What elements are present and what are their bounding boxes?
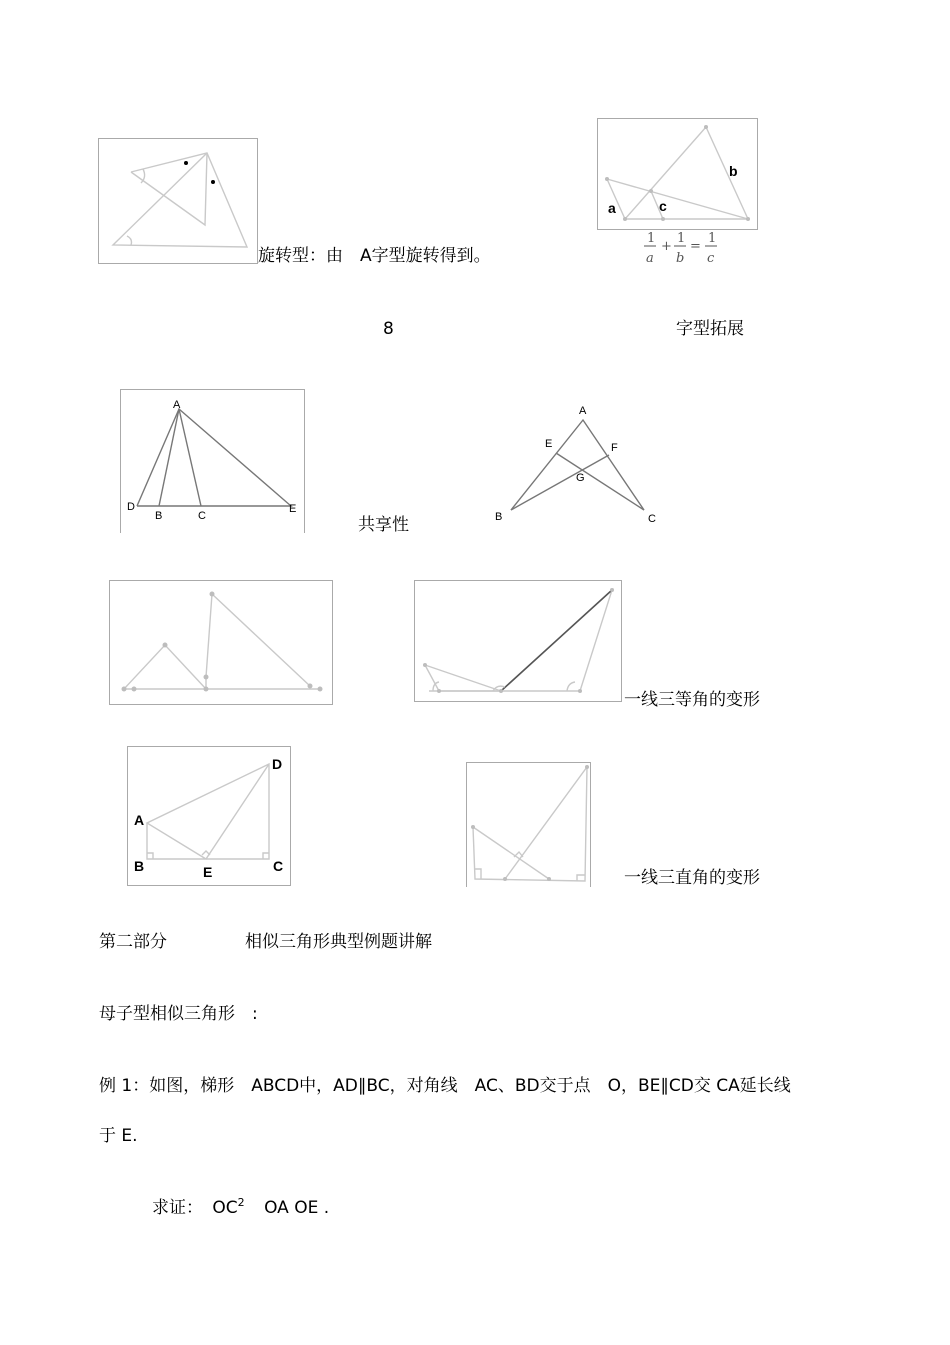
label-E: E bbox=[289, 503, 297, 515]
figure-abc bbox=[597, 118, 758, 230]
rotation-caption: 旋转型：由 A字型旋转得到。 bbox=[258, 246, 491, 266]
figure-aefgbc bbox=[490, 400, 665, 530]
figure-adbce-svg bbox=[121, 390, 304, 533]
proof-exponent: 2 bbox=[237, 1196, 245, 1209]
label-D: D bbox=[127, 501, 135, 513]
label-A: A bbox=[579, 405, 587, 417]
formula-num-3: 1 bbox=[708, 231, 717, 246]
figure-equal-angles-2-svg bbox=[415, 581, 621, 701]
figure-rotation bbox=[98, 138, 258, 264]
label-E: E bbox=[203, 864, 213, 880]
label-E: E bbox=[545, 438, 553, 450]
proof-rest: OA OE . bbox=[264, 1198, 330, 1218]
formula-svg bbox=[640, 229, 730, 269]
caption-equal-angles: 一线三等角的变形 bbox=[624, 690, 760, 710]
example1-line2: 于 E. bbox=[99, 1126, 138, 1146]
formula-num-2: 1 bbox=[677, 231, 686, 246]
label-F: F bbox=[611, 442, 618, 454]
figure-adbce bbox=[120, 389, 305, 533]
figure-rotation-svg bbox=[99, 139, 257, 263]
mother-child-heading: 母子型相似三角形 : bbox=[99, 1004, 258, 1024]
heading-8: 8 bbox=[383, 319, 394, 339]
label-C: C bbox=[198, 510, 206, 522]
shared-caption: 共享性 bbox=[358, 515, 409, 535]
label-G: G bbox=[576, 472, 585, 484]
proof-prefix: 求证： bbox=[152, 1198, 203, 1218]
part2-label: 第二部分 bbox=[99, 932, 167, 952]
label-A: A bbox=[173, 399, 181, 411]
figure-aefgbc-svg bbox=[490, 400, 665, 530]
figure-equal-angles-1-svg bbox=[110, 581, 332, 704]
figure-abc-svg bbox=[598, 119, 757, 229]
label-b: b bbox=[729, 163, 738, 179]
caption-right-angles: 一线三直角的变形 bbox=[624, 868, 760, 888]
figure-equal-angles-1 bbox=[109, 580, 333, 705]
formula-den-b: b bbox=[676, 251, 685, 266]
proof-statement bbox=[152, 1197, 329, 1221]
figure-right-angles-2 bbox=[466, 762, 591, 887]
label-B: B bbox=[155, 510, 163, 522]
label-c: c bbox=[659, 198, 667, 214]
part2-title: 相似三角形典型例题讲解 bbox=[245, 932, 432, 952]
figure-right-angles-2-svg bbox=[467, 763, 590, 887]
label-A: A bbox=[134, 812, 145, 828]
label-D: D bbox=[272, 756, 283, 772]
figure-abedc-svg bbox=[128, 747, 290, 885]
figure-abedc bbox=[127, 746, 291, 886]
label-B: B bbox=[495, 511, 503, 523]
formula-reciprocal bbox=[640, 229, 730, 269]
heading-extension: 字型拓展 bbox=[676, 319, 744, 339]
example1-line1: 例 1：如图，梯形 ABCD中，AD∥BC，对角线 AC、BD交于点 O，BE∥CD交 CA延长线 bbox=[99, 1076, 791, 1096]
proof-oc: OC bbox=[212, 1198, 238, 1218]
label-C: C bbox=[648, 513, 656, 525]
formula-num-1: 1 bbox=[647, 231, 656, 246]
formula-den-c: c bbox=[707, 251, 715, 266]
figure-equal-angles-2 bbox=[414, 580, 622, 702]
label-C: C bbox=[273, 858, 284, 874]
label-B: B bbox=[134, 858, 145, 874]
formula-den-a: a bbox=[646, 251, 654, 266]
label-a: a bbox=[608, 200, 616, 216]
formula-plus: + bbox=[661, 239, 672, 254]
formula-eq: = bbox=[690, 239, 701, 254]
